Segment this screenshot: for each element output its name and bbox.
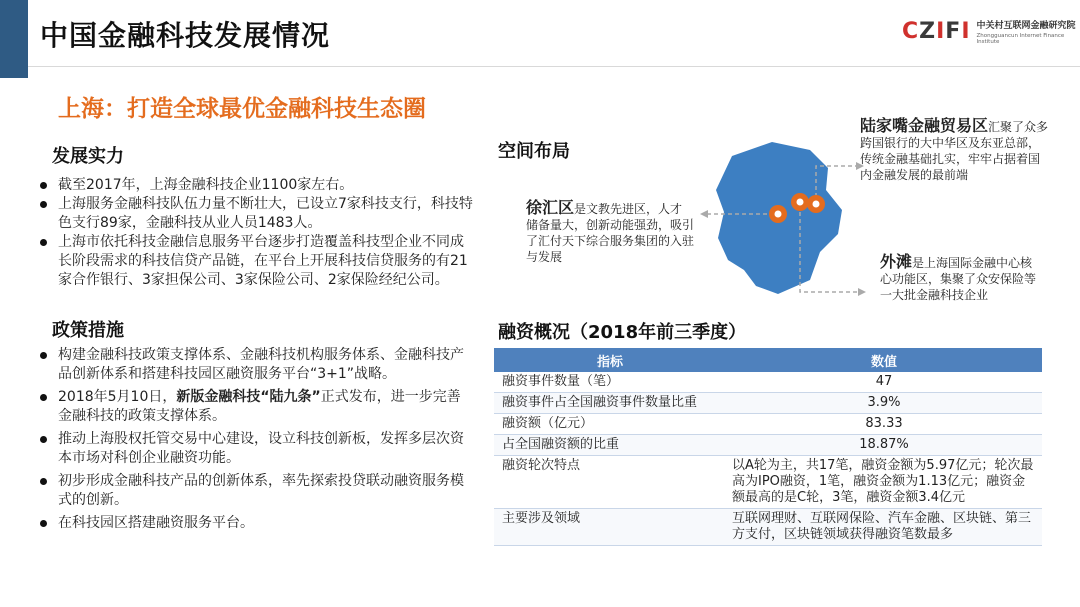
slide-subtitle: 上海：打造全球最优金融科技生态圈 bbox=[58, 96, 426, 122]
bund-desc-text: 是上海国际金融中心核心功能区，集聚了众安保险等一大批金融科技企业 bbox=[880, 256, 1037, 302]
strength-item: 上海服务金融科技队伍力量不断壮大，已设立7家科技支行，科技特色支行89家，金融科技从业人员1483人。 bbox=[36, 195, 476, 233]
strength-item: 上海市依托科技金融信息服务平台逐步打造覆盖科技型企业不同成长阶段需求的科技信贷产品链，在平台上开展科技信贷服务的有21家合作银行、3家担保公司、3家保险公司、2家保险经纪公司。 bbox=[36, 233, 476, 290]
metric-cell: 占全国融资额的比重 bbox=[494, 435, 726, 456]
value-cell: 18.87% bbox=[726, 435, 1042, 456]
arrow-right-icon bbox=[858, 288, 866, 296]
financing-heading: 融资概况（2018年前三季度） bbox=[498, 322, 747, 343]
logo-english-name: Zhongguancun Internet Finance Institute bbox=[976, 33, 1065, 45]
policy-item-date: 2018年5月10日， bbox=[58, 389, 177, 405]
table-row bbox=[494, 456, 1042, 509]
bund-marker-dot bbox=[797, 199, 804, 206]
metric-cell: 融资事件占全国融资事件数量比重 bbox=[494, 393, 726, 414]
xuhui-name: 徐汇区 bbox=[526, 198, 575, 217]
lujiazui-description bbox=[860, 118, 1050, 183]
policy-list bbox=[36, 346, 466, 533]
policy-item: 在科技园区搭建融资服务平台。 bbox=[36, 514, 466, 533]
value-cell: 以A轮为主，共17笔，融资金额为5.97亿元；轮次最高为IPO融资，1笔，融资金额为1.13亿元；融资金额最高的是C轮，3笔，融资金额3.4亿元 bbox=[726, 456, 1042, 509]
metric-cell: 融资轮次特点 bbox=[494, 456, 726, 509]
bund-description bbox=[880, 254, 1040, 303]
arrow-left-icon bbox=[700, 210, 708, 218]
header-divider bbox=[28, 66, 1080, 67]
value-cell: 互联网理财、互联网保险、汽车金融、区块链、第三方支付，区块链领域获得融资笔数最多 bbox=[726, 509, 1042, 546]
logo-text bbox=[977, 18, 1080, 45]
financing-table bbox=[494, 348, 1042, 546]
table-header-row bbox=[494, 348, 1042, 372]
table-row bbox=[494, 372, 1042, 393]
header-accent-bar bbox=[0, 0, 28, 78]
value-cell: 47 bbox=[726, 372, 1042, 393]
space-heading: 空间布局 bbox=[498, 141, 570, 162]
lujiazui-desc-text: 汇聚了众多跨国银行的大中华区及东亚总部，传统金融基础扎实，牢牢占据着国内金融发展的最前端 bbox=[860, 120, 1049, 182]
value-cell: 3.9% bbox=[726, 393, 1042, 414]
strength-heading: 发展实力 bbox=[52, 146, 124, 167]
xuhui-description bbox=[526, 200, 694, 265]
table-row bbox=[494, 509, 1042, 546]
policy-item-rest: 正式发布，进一步完善金融科技的政策支撑体系。 bbox=[58, 389, 461, 424]
page-title: 中国金融科技发展情况 bbox=[40, 19, 331, 52]
lujiazui-marker-dot bbox=[813, 201, 820, 208]
lujiazui-name: 陆家嘴金融贸易区 bbox=[860, 116, 989, 135]
logo-chinese-name: 中关村互联网金融研究院 bbox=[976, 21, 1076, 31]
table-row bbox=[494, 414, 1042, 435]
logo-mark: CZIFI bbox=[902, 19, 971, 44]
policy-item: 初步形成金融科技产品的创新体系，率先探索投贷联动融资服务模式的创新。 bbox=[36, 472, 466, 510]
policy-heading: 政策措施 bbox=[52, 320, 124, 341]
metric-cell: 融资事件数量（笔） bbox=[494, 372, 726, 393]
logo bbox=[902, 18, 1080, 45]
column-header-metric: 指标 bbox=[494, 348, 726, 372]
metric-cell: 融资额（亿元） bbox=[494, 414, 726, 435]
policy-item: 推动上海股权托管交易中心建设，设立科技创新板，发挥多层次资本市场对科创企业融资功能。 bbox=[36, 430, 466, 468]
xuhui-desc-text: 是文教先进区，人才储备量大，创新动能强劲，吸引了汇付天下综合服务集团的入驻与发展 bbox=[526, 202, 695, 264]
strength-list bbox=[36, 176, 476, 290]
value-cell: 83.33 bbox=[726, 414, 1042, 435]
policy-item-highlight: 新版金融科技“陆九条” bbox=[176, 389, 321, 405]
metric-cell: 主要涉及领域 bbox=[494, 509, 726, 546]
table-row bbox=[494, 435, 1042, 456]
table-row bbox=[494, 393, 1042, 414]
xuhui-marker-dot bbox=[775, 211, 782, 218]
strength-item: 截至2017年，上海金融科技企业1100家左右。 bbox=[36, 176, 476, 195]
bund-name: 外滩 bbox=[880, 252, 913, 271]
policy-item bbox=[36, 388, 466, 426]
column-header-value: 数值 bbox=[726, 348, 1042, 372]
policy-item: 构建金融科技政策支撑体系、金融科技机构服务体系、金融科技产品创新体系和搭建科技园区融资服务平台“3+1”战略。 bbox=[36, 346, 466, 384]
